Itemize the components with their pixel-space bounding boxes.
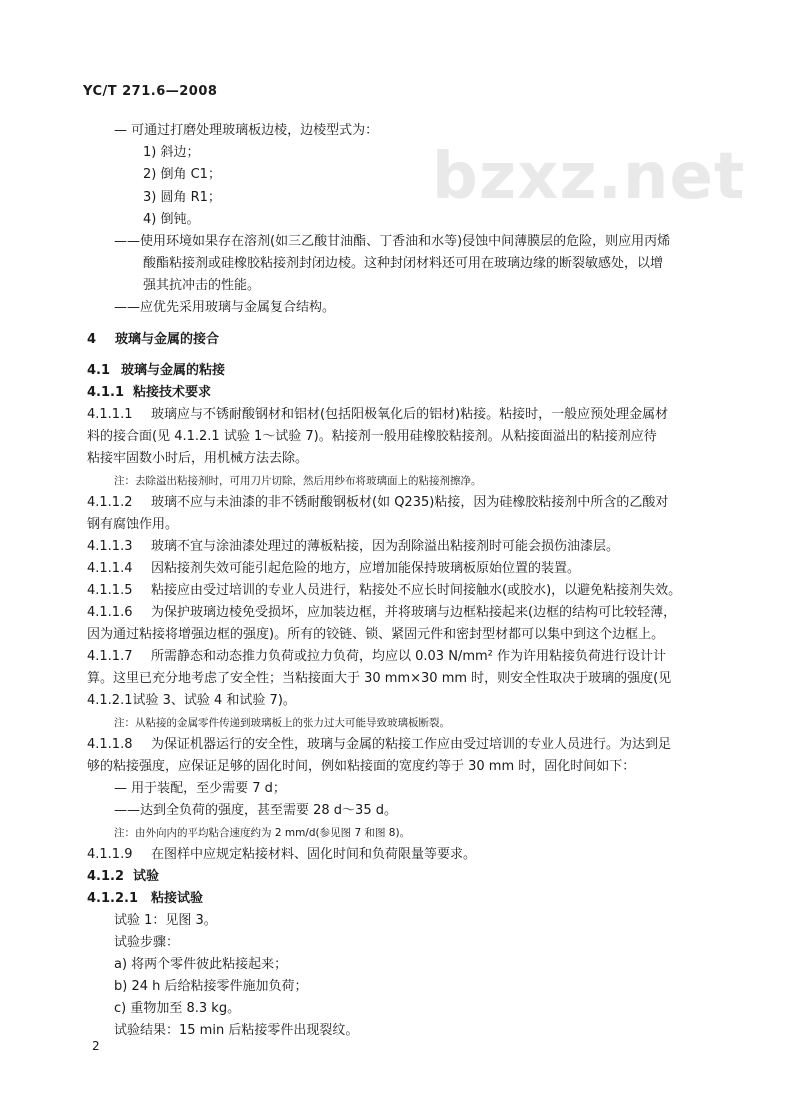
- para-4-1-1-6-line-1: 4.1.1.6 为保护玻璃边棱免受损坏，应加装边框，并将玻璃与边框粘接起来(边框的结构可比较轻薄，: [87, 605, 677, 620]
- cure-time-dash-2: ——达到全负荷的强度，甚至需要 28 d～35 d。: [114, 803, 397, 818]
- bevel-intro: — 可通过打磨处理玻璃板边棱，边棱型式为：: [114, 123, 379, 138]
- para-4-1-1-1-line-3: 粘接牢固数小时后，用机械方法去除。: [87, 451, 309, 466]
- cure-time-dash-1: — 用于装配，至少需要 7 d；: [114, 781, 286, 796]
- para-4-1-1-2-line-1: 4.1.1.2 玻璃不应与未油漆的非不锈耐酸钢板材(如 Q235)粘接，因为硅橡胶粘接剂中所含的乙酸对: [87, 495, 669, 510]
- watermark: bzxz.net: [432, 140, 746, 214]
- note-4-1-1-8: 注：由外向内的平均粘合速度约为 2 mm/d(参见图 7 和图 8)。: [114, 827, 411, 839]
- prefer-line: ——应优先采用玻璃与金属复合结构。: [114, 300, 336, 315]
- para-4-1-1-7-line-1: 4.1.1.7 所需静态和动态推力负荷或拉力负荷，均应以 0.03 N/mm² 作为许用粘接负荷进行设计计: [87, 649, 666, 664]
- note-4-1-1-7: 注：从粘接的金属零件传递到玻璃板上的张力过大可能导致玻璃板断裂。: [114, 717, 450, 729]
- bevel-item-4: 4) 倒钝。: [143, 212, 200, 227]
- bevel-item-1: 1) 斜边；: [143, 145, 200, 160]
- para-4-1-1-4: 4.1.1.4 因粘接剂失效可能引起危险的地方，应增加能保持玻璃板原始位置的装置。: [87, 561, 581, 576]
- section-4-heading: 4 玻璃与金属的接合: [87, 332, 220, 347]
- test-step-b: b) 24 h 后给粘接零件施加负荷；: [114, 979, 308, 994]
- section-4-1-2-1-heading: 4.1.2.1 粘接试验: [87, 891, 204, 906]
- test-step-c: c) 重物加至 8.3 kg。: [114, 1001, 241, 1016]
- bevel-item-2: 2) 倒角 C1；: [143, 167, 221, 182]
- para-4-1-1-8-line-2: 够的粘接强度，应保证足够的固化时间，例如粘接面的宽度约等于 30 mm 时，固化时间如下：: [87, 759, 636, 774]
- para-4-1-1-1-line-1: 4.1.1.1 玻璃应与不锈耐酸钢材和铝材(包括阳极氧化后的铝材)粘接。粘接时，一般应预处理金属材: [87, 407, 669, 422]
- standard-header: YC/T 271.6—2008: [83, 84, 218, 99]
- para-4-1-1-7-line-2: 算。这里已充分地考虑了安全性；当粘接面大于 30 mm×30 mm 时，则安全性取决于玻璃的强度(见: [87, 671, 672, 686]
- test-1-ref: 试验 1：见图 3。: [114, 913, 217, 928]
- solvent-line-2: 酸酯粘接剂或硅橡胶粘接剂封闭边棱。这种封闭材料还可用在玻璃边缘的断裂敏感处，以增: [143, 256, 664, 271]
- section-4-1-heading: 4.1 玻璃与金属的粘接: [87, 363, 226, 378]
- para-4-1-1-3: 4.1.1.3 玻璃不宜与涂油漆处理过的薄板粘接，因为刮除溢出粘接剂时可能会损伤油漆层。: [87, 539, 620, 554]
- solvent-line-3: 强其抗冲击的性能。: [143, 278, 261, 293]
- para-4-1-1-6-line-2: 因为通过粘接将增强边框的强度)。所有的铰链、锁、紧固元件和密封型材都可以集中到这个边框上。: [87, 627, 665, 642]
- section-4-1-1-heading: 4.1.1 粘接技术要求: [87, 385, 212, 400]
- para-4-1-1-9: 4.1.1.9 在图样中应规定粘接材料、固化时间和负荷限量等要求。: [87, 847, 477, 862]
- section-4-1-2-heading: 4.1.2 试验: [87, 869, 160, 884]
- page-number: 2: [92, 1039, 100, 1053]
- test-steps-label: 试验步骤：: [114, 935, 180, 950]
- test-result: 试验结果：15 min 后粘接零件出现裂纹。: [114, 1023, 359, 1038]
- para-4-1-1-8-line-1: 4.1.1.8 为保证机器运行的安全性，玻璃与金属的粘接工作应由受过培训的专业人员进行。为达到足: [87, 737, 672, 752]
- test-step-a: a) 将两个零件彼此粘接起来；: [114, 957, 288, 972]
- para-4-1-1-7-line-3: 4.1.2.1试验 3、试验 4 和试验 7)。: [87, 693, 296, 708]
- para-4-1-1-2-line-2: 钢有腐蚀作用。: [87, 517, 179, 532]
- bevel-item-3: 3) 圆角 R1；: [143, 190, 221, 205]
- note-4-1-1-1: 注：去除溢出粘接剂时，可用刀片切除，然后用纱布将玻璃面上的粘接剂擦净。: [114, 475, 482, 487]
- para-4-1-1-5: 4.1.1.5 粘接应由受过培训的专业人员进行，粘接处不应长时间接触水(或胶水)，以避免粘接剂失效。: [87, 583, 682, 598]
- para-4-1-1-1-line-2: 料的接合面(见 4.1.2.1 试验 1～试验 7)。粘接剂一般用硅橡胶粘接剂。从粘接面溢出的粘接剂应待: [87, 429, 657, 444]
- solvent-line-1: ——使用环境如果存在溶剂(如三乙酸甘油酯、丁香油和水等)侵蚀中间薄膜层的危险，则应用丙烯: [114, 234, 671, 249]
